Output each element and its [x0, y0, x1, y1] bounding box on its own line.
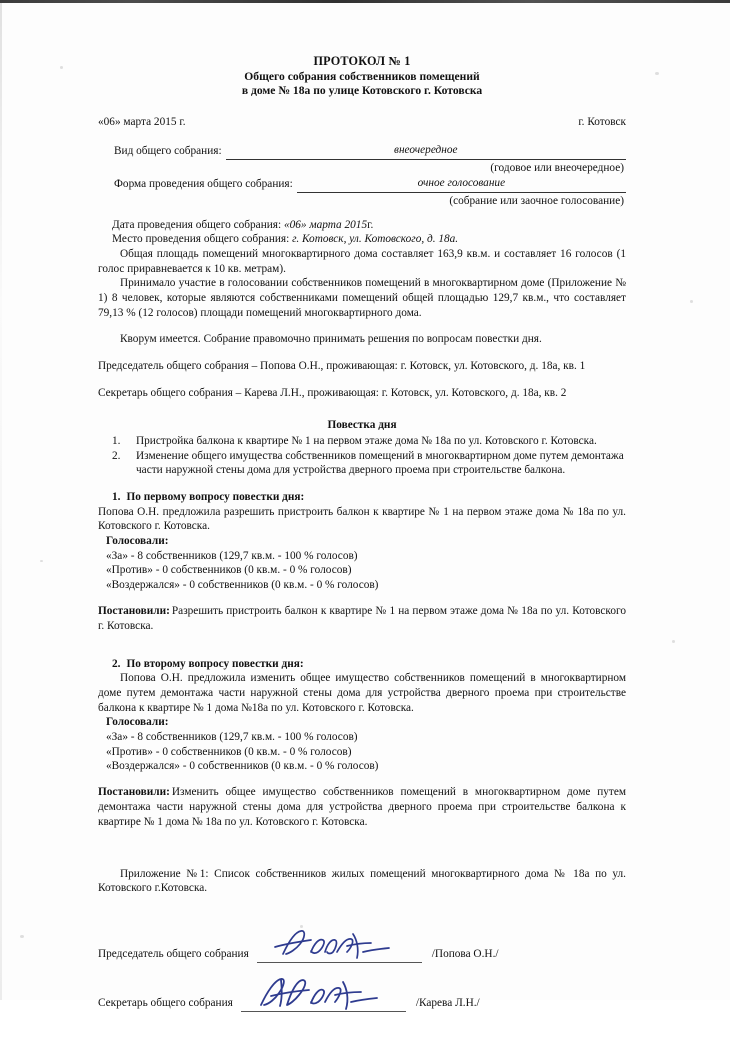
quorum-paragraph: Кворум имеется. Собрание правомочно принимать решения по вопросам повестки дня. — [120, 333, 542, 346]
document-subtitle-2: в доме № 18а по улице Котовского г. Котовска — [241, 84, 483, 98]
secretary-signature-label: Секретарь общего собрания — [98, 997, 233, 1010]
chairman-signature-slot[interactable] — [257, 940, 422, 963]
secretary-signature-ink — [251, 976, 401, 1010]
meeting-date-suffix: г. — [367, 218, 374, 231]
question-1-vote-for: «За» - 8 собственников (129,7 кв.м. - 100 % голосов) — [106, 549, 358, 562]
meeting-form-value[interactable]: очное голосование — [297, 176, 626, 193]
question-2-vote-for: «За» - 8 собственников (129,7 кв.м. - 100 % голосов) — [106, 731, 358, 744]
question-2-number: 2. — [112, 657, 121, 670]
document-body — [98, 54, 626, 1038]
meeting-type-label: Вид общего собрания: — [114, 144, 222, 157]
meeting-type-value[interactable]: внеочередное — [226, 143, 626, 160]
scan-speck — [20, 935, 24, 938]
document-date: «06» марта 2015 г. — [98, 116, 186, 129]
scan-top-edge-artifact — [0, 0, 730, 3]
appendix-paragraph: Приложение №1: Список собственников жилых помещений многоквартирного дома № 18а по ул. Котовского г.Котовска. — [98, 867, 626, 895]
question-2-resolution — [98, 785, 626, 829]
chairman-signature-row — [98, 940, 626, 963]
question-1-resolution — [98, 604, 626, 633]
question-2-vote-abstain: «Воздержался» - 0 собственников (0 кв.м. - 0 % голосов) — [106, 760, 379, 773]
total-area-paragraph: Общая площадь помещений многоквартирного дома составляет 163,9 кв.м. и составляет 16 голосов (1 голос приравневается к 10 кв. метрам). — [98, 247, 626, 275]
agenda-item — [112, 434, 626, 449]
meeting-place-line — [112, 232, 626, 247]
scan-speck — [655, 72, 659, 75]
question-1-proposal: Попова О.Н. предложила разрешить пристроить балкон к квартире № 1 на первом этаже дома № 18а по ул. Котовского г. Котовска. — [98, 505, 626, 533]
question-1-resolution-label: Постановили: — [98, 605, 170, 618]
question-2-resolution-label: Постановили: — [98, 786, 170, 799]
page-title: ПРОТОКОЛ № 1 — [313, 54, 411, 68]
question-1-vote-label: Голосовали: — [106, 535, 169, 548]
question-1-vote-abstain: «Воздержался» - 0 собственников (0 кв.м. - 0 % голосов) — [106, 579, 379, 592]
agenda-item-text: Пристройка балкона к квартире № 1 на первом этаже дома № 18а по ул. Котовского г. Котовска. — [136, 435, 597, 448]
chairman-signature-label: Председатель общего собрания — [98, 948, 249, 961]
question-1-title: По первому вопросу повестки дня: — [126, 491, 305, 504]
date-city-row — [98, 115, 626, 130]
question-1-number: 1. — [112, 491, 121, 504]
meeting-form-row — [114, 177, 626, 194]
question-1-heading — [112, 490, 626, 505]
question-2-heading — [112, 657, 626, 672]
question-1-resolution-text: Разрешить пристроить балкон к квартире № 1 на первом этаже дома № 18а по ул. Котовского г. Котовска. — [98, 605, 626, 632]
scan-speck — [60, 66, 63, 69]
document-subtitle-1: Общего собрания собственников помещений — [244, 69, 480, 83]
secretary-signature-slot[interactable] — [241, 989, 406, 1012]
question-2-vote-against: «Против» - 0 собственников (0 кв.м. - 0 % голосов) — [106, 745, 352, 758]
scan-left-edge-artifact — [0, 3, 2, 1000]
document-city: г. Котовск — [578, 116, 626, 129]
meeting-form-label: Форма проведения общего собрания: — [114, 178, 293, 191]
chairman-signature-ink — [267, 927, 417, 961]
document-title-block — [98, 54, 626, 99]
question-2-vote-label: Голосовали: — [106, 716, 169, 729]
participation-paragraph: Принимало участие в голосовании собственников помещений в многоквартирном доме (Приложение № 1) 8 человек, которые являются собственниками помещений общей площадью 129,7 кв.м., что составляет 79,13 % (12 голосов) площади помещений многоквартирного дома. — [98, 277, 626, 319]
scan-speck — [40, 560, 43, 562]
meeting-date-value: «06» марта 2015 — [283, 218, 368, 231]
agenda-item — [112, 449, 626, 478]
scan-speck — [690, 300, 693, 303]
question-2-title: По второму вопросу повестки дня: — [126, 657, 304, 670]
chairman-signature-name: /Попова О.Н./ — [431, 948, 499, 961]
question-2-proposal: Попова О.Н. предложила изменить общее имущество собственников помещений в многоквартирном доме путем демонтажа части наружной стены дома для устройства дверного проема при строительстве балкона к квартире № 1 дома №18а по ул. Котовского г. Котовска. — [98, 672, 626, 714]
agenda-item-number: 1. — [112, 435, 121, 448]
agenda-heading: Повестка дня — [327, 419, 397, 432]
secretary-signature-name: /Карева Л.Н./ — [415, 997, 480, 1010]
agenda-item-text: Изменение общего имущества собственников помещений в многоквартирном доме путем демонтажа части наружной стены дома для устройства дверного проема при строительстве балкона. — [136, 449, 624, 477]
meeting-place-value: г. Котовск, ул. Котовского, д. 18а. — [292, 233, 459, 246]
secretary-signature-row — [98, 989, 626, 1012]
meeting-form-hint: (собрание или заочное голосование) — [449, 194, 624, 207]
meeting-type-row — [114, 144, 626, 161]
secretary-line: Секретарь общего собрания – Карева Л.Н., проживающая: г. Котовск, ул. Котовского, д. 18а, кв. 2 — [98, 386, 567, 399]
scan-speck — [672, 640, 675, 643]
question-2-resolution-text: Изменить общее имущество собственников помещений в многоквартирном доме путем демонтажа части наружной стены дома для устройства дверного проема при строительстве балкона к квартире № 1 дома № 18а по ул. Котовского г. Котовска. — [98, 786, 626, 828]
meeting-place-label: Место проведения общего собрания: — [112, 233, 290, 246]
meeting-date-line — [112, 218, 626, 233]
meeting-date-label: Дата проведения общего собрания: — [112, 218, 282, 231]
agenda-item-number: 2. — [112, 449, 121, 462]
agenda-list — [98, 434, 626, 478]
meeting-type-hint: (годовое или внеочередное) — [490, 161, 624, 174]
chairman-line: Председатель общего собрания – Попова О.Н., проживающая: г. Котовск, ул. Котовского, д. 18а, кв. 1 — [98, 360, 586, 372]
question-1-vote-against: «Против» - 0 собственников (0 кв.м. - 0 % голосов) — [106, 564, 352, 577]
